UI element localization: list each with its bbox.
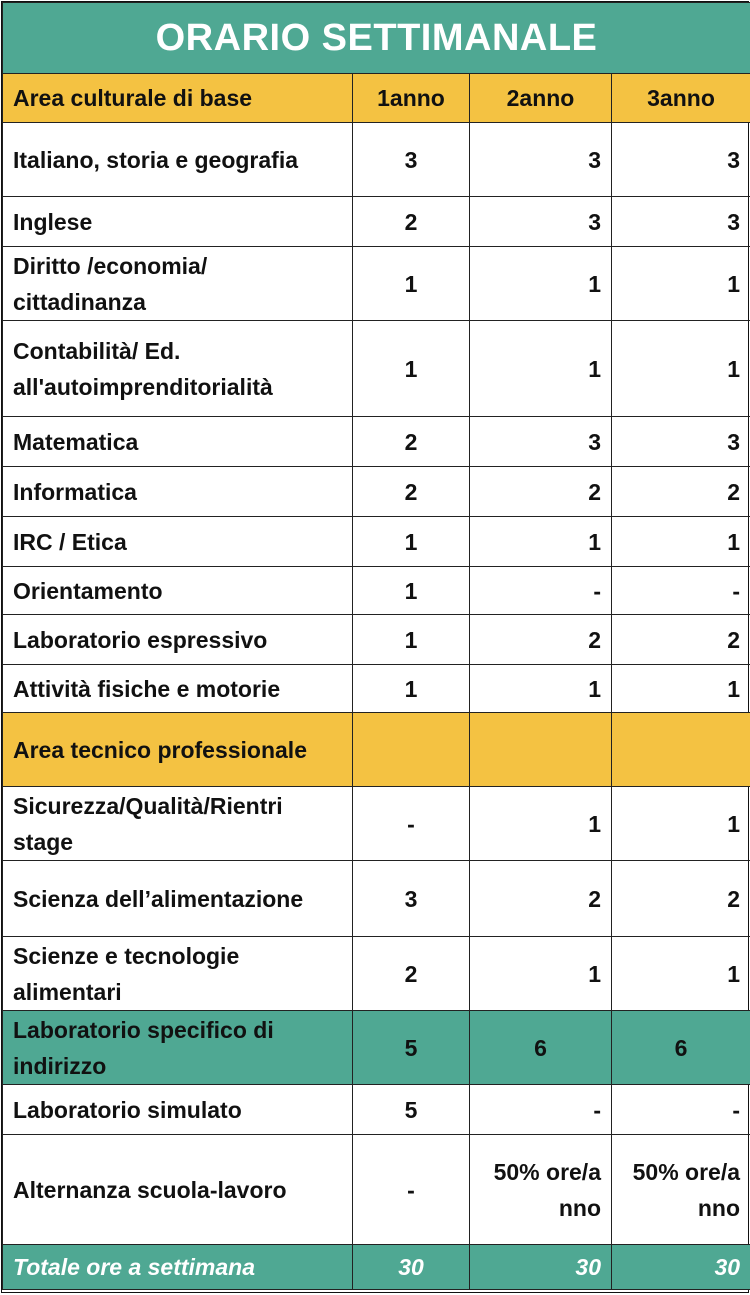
table-row [3, 123, 750, 197]
header-year-2: 2anno [470, 74, 612, 123]
year-3-cell: 1 [612, 787, 750, 861]
subject-cell: Scienze e tecnologie alimentari [3, 937, 353, 1011]
year-1-cell: 5 [353, 1011, 470, 1085]
weekly-schedule-sheet [1, 1, 749, 1293]
subject-cell: Orientamento [3, 567, 353, 615]
subject-cell: Contabilità/ Ed. all'autoimprenditorialità [3, 321, 353, 417]
year-2-cell: 1 [470, 247, 612, 321]
section-row-tech [3, 713, 750, 787]
year-1-cell: - [353, 787, 470, 861]
header-row [3, 74, 750, 123]
year-2-cell: 1 [470, 787, 612, 861]
year-2-cell: 2 [470, 615, 612, 665]
table-row [3, 787, 750, 861]
subject-cell: Alternanza scuola-lavoro [3, 1135, 353, 1245]
year-3-cell: 3 [612, 123, 750, 197]
year-1-cell: 1 [353, 247, 470, 321]
year-3-cell: 1 [612, 665, 750, 713]
year-3-cell: 1 [612, 517, 750, 567]
total-year-1: 30 [353, 1245, 470, 1290]
year-3-cell: 3 [612, 417, 750, 467]
year-3-cell: 2 [612, 615, 750, 665]
year-1-cell: 1 [353, 321, 470, 417]
title-row [3, 3, 750, 74]
total-row [3, 1245, 750, 1290]
year-2-cell: 3 [470, 123, 612, 197]
year-2-cell: 6 [470, 1011, 612, 1085]
header-year-1: 1anno [353, 74, 470, 123]
year-1-cell: 1 [353, 567, 470, 615]
subject-cell: Inglese [3, 197, 353, 247]
subject-cell: Italiano, storia e geografia [3, 123, 353, 197]
subject-cell: Laboratorio simulato [3, 1085, 353, 1135]
table-row [3, 615, 750, 665]
table-row [3, 665, 750, 713]
table-row [3, 197, 750, 247]
year-2-cell: - [470, 1085, 612, 1135]
table-row [3, 567, 750, 615]
empty-cell [612, 713, 750, 787]
total-year-3: 30 [612, 1245, 750, 1290]
table-row [3, 417, 750, 467]
year-2-cell: 2 [470, 467, 612, 517]
subject-cell: Laboratorio espressivo [3, 615, 353, 665]
year-1-cell: 1 [353, 517, 470, 567]
subject-cell: Laboratorio specifico di indirizzo [3, 1011, 353, 1085]
year-3-cell: - [612, 567, 750, 615]
year-2-cell: - [470, 567, 612, 615]
subject-cell: Matematica [3, 417, 353, 467]
year-2-cell: 1 [470, 937, 612, 1011]
table-row [3, 467, 750, 517]
year-3-cell: 1 [612, 321, 750, 417]
year-3-cell: 6 [612, 1011, 750, 1085]
year-2-cell: 3 [470, 417, 612, 467]
header-year-3: 3anno [612, 74, 750, 123]
year-3-cell: 50% ore/anno [612, 1135, 750, 1245]
header-area: Area culturale di base [3, 74, 353, 123]
table-row [3, 321, 750, 417]
year-1-cell: 3 [353, 861, 470, 937]
year-2-cell: 3 [470, 197, 612, 247]
table-row [3, 1135, 750, 1245]
subject-cell: Scienza dell’alimentazione [3, 861, 353, 937]
year-2-cell: 2 [470, 861, 612, 937]
table-row [3, 247, 750, 321]
year-3-cell: 1 [612, 247, 750, 321]
year-2-cell: 1 [470, 321, 612, 417]
year-1-cell: 1 [353, 615, 470, 665]
table-row [3, 937, 750, 1011]
year-1-cell: 1 [353, 665, 470, 713]
table-row-lab-specifico [3, 1011, 750, 1085]
subject-cell: Diritto /economia/ cittadinanza [3, 247, 353, 321]
section-title: Area tecnico professionale [3, 713, 353, 787]
year-1-cell: 5 [353, 1085, 470, 1135]
schedule-table [2, 2, 750, 1290]
year-3-cell: 2 [612, 861, 750, 937]
year-1-cell: 2 [353, 197, 470, 247]
subject-cell: IRC / Etica [3, 517, 353, 567]
page-title: ORARIO SETTIMANALE [3, 3, 750, 74]
year-3-cell: 1 [612, 937, 750, 1011]
total-label: Totale ore a settimana [3, 1245, 353, 1290]
year-1-cell: 2 [353, 417, 470, 467]
year-1-cell: 2 [353, 937, 470, 1011]
subject-cell: Informatica [3, 467, 353, 517]
empty-cell [353, 713, 470, 787]
empty-cell [470, 713, 612, 787]
subject-cell: Sicurezza/Qualità/Rientri stage [3, 787, 353, 861]
table-row [3, 1085, 750, 1135]
table-row [3, 861, 750, 937]
subject-cell: Attività fisiche e motorie [3, 665, 353, 713]
year-1-cell: 2 [353, 467, 470, 517]
year-1-cell: 3 [353, 123, 470, 197]
total-year-2: 30 [470, 1245, 612, 1290]
year-3-cell: 3 [612, 197, 750, 247]
year-2-cell: 1 [470, 517, 612, 567]
year-2-cell: 50% ore/anno [470, 1135, 612, 1245]
year-2-cell: 1 [470, 665, 612, 713]
year-3-cell: 2 [612, 467, 750, 517]
year-3-cell: - [612, 1085, 750, 1135]
year-1-cell: - [353, 1135, 470, 1245]
table-row [3, 517, 750, 567]
